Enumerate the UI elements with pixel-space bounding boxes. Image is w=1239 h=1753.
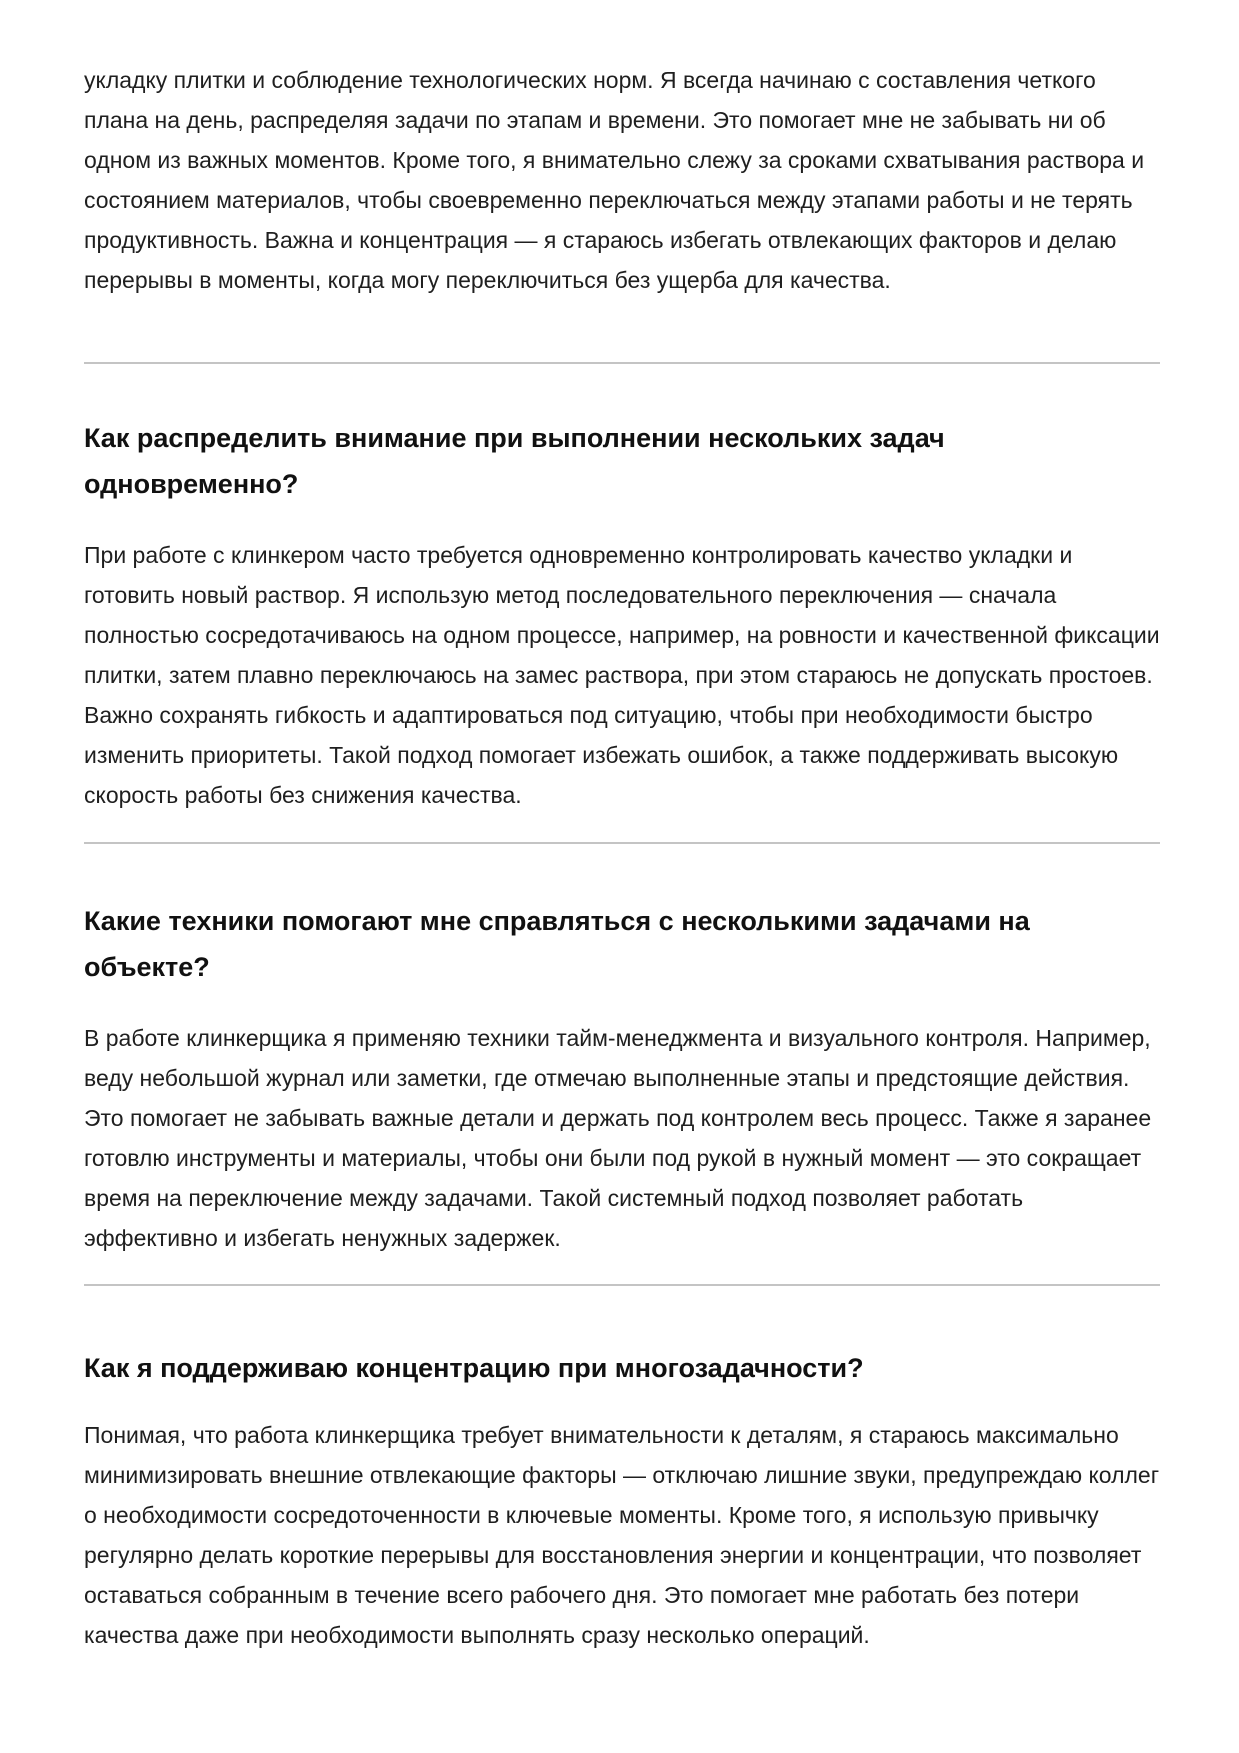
section-paragraph: При работе с клинкером часто требуется одновременно контролировать качество укладки и готовить новый раствор. Я использую метод последовательного переключения — сначала полностью сосредотачиваюсь на одном процессе, например, на ровности и качественной фиксации плитки, затем плавно переключаюсь на замес раствора, при этом стараюсь не допускать простоев. Важно сохранять гибкость и адаптироваться под ситуацию, чтобы при необходимости быстро изменить приоритеты. Такой подход помогает избежать ошибок, а также поддерживать высокую скорость работы без снижения качества.	[84, 542, 1160, 808]
section-1	[84, 415, 1160, 815]
intro-section	[84, 60, 1160, 300]
section-divider	[84, 362, 1160, 364]
divider-1-wrap	[84, 362, 1160, 364]
intro-paragraph: укладку плитки и соблюдение технологических норм. Я всегда начинаю с составления четкого плана на день, распределяя задачи по этапам и времени. Это помогает мне не забывать ни об одном из важных моментов. Кроме того, я внимательно слежу за сроками схватывания раствора и состоянием материалов, чтобы своевременно переключаться между этапами работы и не терять продуктивность. Важна и концентрация — я стараюсь избегать отвлекающих факторов и делаю перерывы в моменты, когда могу переключиться без ущерба для качества.	[84, 67, 1145, 293]
divider-2-wrap	[84, 842, 1160, 844]
section-divider	[84, 842, 1160, 844]
section-paragraph: Понимая, что работа клинкерщика требует внимательности к деталям, я стараюсь максимально минимизировать внешние отвлекающие факторы — отключаю лишние звуки, предупреждаю коллег о необходимости сосредоточенности в ключевые моменты. Кроме того, я использую привычку регулярно делать короткие перерывы для восстановления энергии и концентрации, что позволяет оставаться собранным в течение всего рабочего дня. Это помогает мне работать без потери качества даже при необходимости выполнять сразу несколько операций.	[84, 1422, 1160, 1648]
section-3	[84, 1345, 1160, 1655]
section-heading: Как я поддерживаю концентрацию при многозадачности?	[84, 1353, 864, 1383]
section-heading: Как распределить внимание при выполнении нескольких задач одновременно?	[84, 423, 945, 499]
section-2	[84, 898, 1160, 1258]
section-heading: Какие техники помогают мне справляться с несколькими задачами на объекте?	[84, 906, 1030, 982]
section-paragraph: В работе клинкерщика я применяю техники тайм-менеджмента и визуального контроля. Например, веду небольшой журнал или заметки, где отмечаю выполненные этапы и предстоящие действия. Это помогает не забывать важные детали и держать под контролем весь процесс. Также я заранее готовлю инструменты и материалы, чтобы они были под рукой в нужный момент — это сокращает время на переключение между задачами. Такой системный подход позволяет работать эффективно и избегать ненужных задержек.	[84, 1025, 1152, 1251]
divider-3-wrap	[84, 1284, 1160, 1286]
section-divider	[84, 1284, 1160, 1286]
